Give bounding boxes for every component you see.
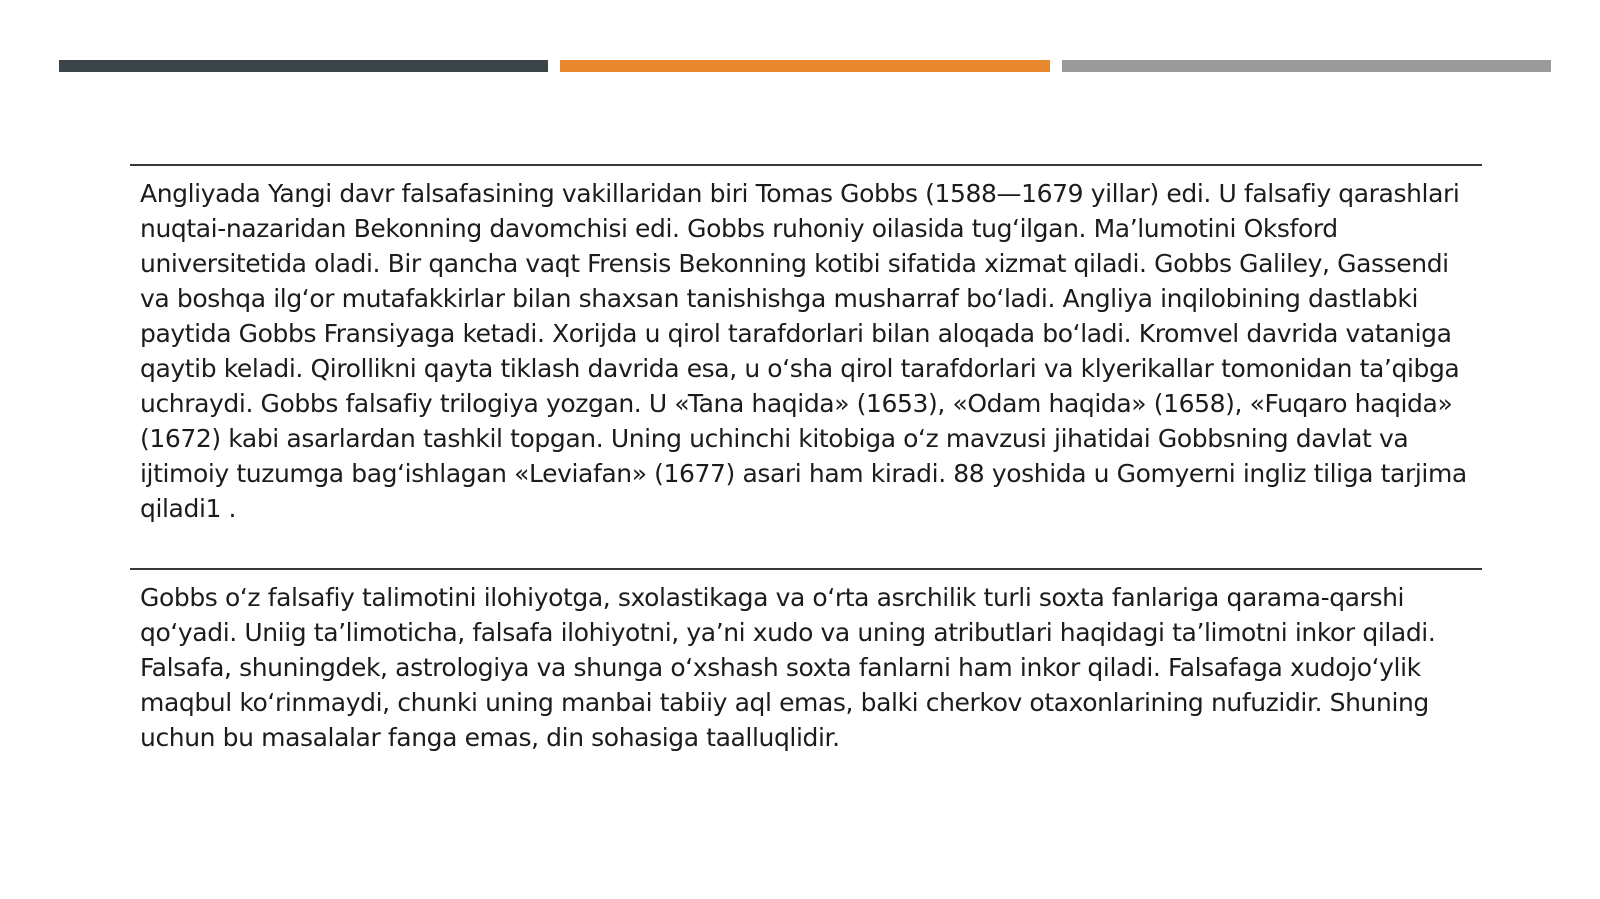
accent-bar-dark: [59, 60, 548, 72]
accent-bar-orange: [560, 60, 1050, 72]
accent-bar-gray: [1062, 60, 1551, 72]
paragraph-gobbs-teaching: Gobbs o‘z falsafiy talimotini ilohiyotga, sxolastikaga va o‘rta asrchilik turli soxta fanlariga qarama-qarshi qo‘yadi. Uniig ta’limoticha, falsafa ilohiyotni, ya’ni xudo va uning atributlari haqidagi ta’limotni inkor qiladi. Falsafa, shuningdek, astrologiya va shunga o‘xshash soxta fanlarni ham inkor qiladi. Falsafaga xudojo‘ylik maqbul ko‘rinmaydi, chunki uning manbai tabiiy aql emas, balki cherkov otaxonlarining nufuzidir. Shuning uchun bu masalalar fanga emas, din sohasiga taalluqlidir.: [140, 583, 1436, 752]
divider-rule-top: [130, 164, 1482, 166]
paragraph-gobbs-biography: Angliyada Yangi davr falsafasining vakillaridan biri Tomas Gobbs (1588—1679 yillar) edi. U falsafiy qarashlari nuqtai-nazaridan Bekonning davomchisi edi. Gobbs ruhoniy oilasida tug‘ilgan. Ma’lumotini Oksford universitetida oladi. Bir qancha vaqt Frensis Bekonning kotibi sifatida xizmat qiladi. Gobbs Galiley, Gassendi va boshqa ilg‘or mutafakkirlar bilan shaxsan tanishishga musharraf bo‘ladi. Angliya inqilobining dastlabki paytida Gobbs Fransiyaga ketadi. Xorijda u qirol tarafdorlari bilan aloqada bo‘ladi. Kromvel davrida vataniga qaytib keladi. Qirollikni qayta tiklash davrida esa, u o‘sha qirol tarafdorlari va klyerikallar tomonidan ta’qibga uchraydi. Gobbs falsafiy trilogiya yozgan. U «Tana haqida» (1653), «Odam haqida» (1658), «Fuqaro haqida» (1672) kabi asarlardan tashkil topgan. Uning uchinchi kitobiga o‘z mavzusi jihatidai Gobbsning davlat va ijtimoiy tuzumga bag‘ishlagan «Leviafan» (1677) asari ham kiradi. 88 yoshida u Gomyerni ingliz tiliga tarjima qiladi1 .: [140, 179, 1467, 523]
divider-rule-middle: [130, 568, 1482, 570]
